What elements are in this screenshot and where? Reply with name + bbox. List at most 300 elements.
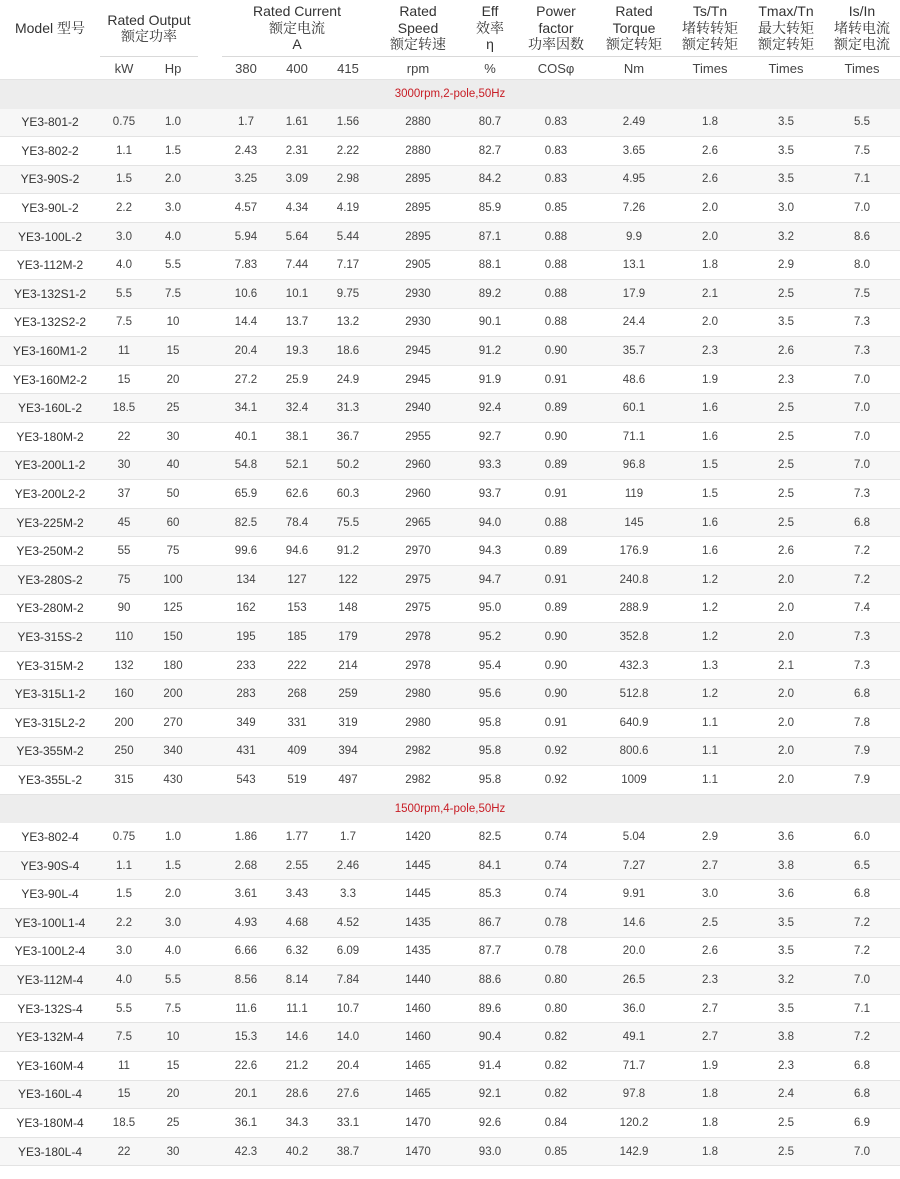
spacer-cell [198,623,222,652]
cell-ts-tn: 1.2 [672,623,748,652]
cell-output-hp: 7.5 [148,280,198,309]
table-row [0,966,900,995]
cell-power-factor: 0.88 [516,308,596,337]
cell-output-hp: 430 [148,766,198,795]
cell-ts-tn: 1.9 [672,365,748,394]
spacer-cell [198,222,222,251]
cell-current-380: 8.56 [222,966,270,995]
cell-model: YE3-355L-2 [0,766,100,795]
spacer-cell [198,280,222,309]
cell-current-415: 4.52 [324,909,372,938]
cell-is-in: 7.9 [824,737,900,766]
spacer-cell [198,394,222,423]
cell-output-kw: 18.5 [100,394,148,423]
cell-is-in: 6.5 [824,851,900,880]
cell-efficiency: 82.5 [464,823,516,851]
header-ts-tn: Ts/Tn 堵转转矩 额定转矩 [682,3,738,53]
cell-output-hp: 30 [148,1137,198,1166]
cell-current-400: 34.3 [270,1109,324,1138]
cell-current-400: 38.1 [270,423,324,452]
cell-output-hp: 180 [148,651,198,680]
cell-tmax-tn: 3.8 [748,1023,824,1052]
cell-is-in: 7.2 [824,909,900,938]
cell-current-380: 349 [222,708,270,737]
table-row [0,394,900,423]
cell-current-400: 153 [270,594,324,623]
cell-model: YE3-180M-2 [0,423,100,452]
cell-output-hp: 1.0 [148,823,198,851]
cell-output-hp: 60 [148,508,198,537]
spacer-cell [198,566,222,595]
cell-speed-rpm: 1420 [372,823,464,851]
cell-tmax-tn: 2.0 [748,623,824,652]
cell-output-hp: 1.5 [148,851,198,880]
cell-current-415: 33.1 [324,1109,372,1138]
cell-ts-tn: 1.2 [672,594,748,623]
cell-speed-rpm: 2982 [372,766,464,795]
cell-current-380: 4.93 [222,909,270,938]
cell-speed-rpm: 2980 [372,708,464,737]
cell-is-in: 7.0 [824,365,900,394]
cell-torque-nm: 20.0 [596,937,672,966]
unit-cell: Hp [148,57,198,80]
cell-current-400: 409 [270,737,324,766]
cell-is-in: 7.3 [824,480,900,509]
cell-is-in: 5.5 [824,109,900,137]
cell-tmax-tn: 3.8 [748,851,824,880]
cell-current-400: 268 [270,680,324,709]
cell-tmax-tn: 2.3 [748,1052,824,1081]
cell-current-415: 6.09 [324,937,372,966]
cell-ts-tn: 2.0 [672,222,748,251]
cell-output-hp: 50 [148,480,198,509]
cell-current-400: 1.61 [270,109,324,137]
cell-speed-rpm: 1465 [372,1080,464,1109]
cell-current-415: 91.2 [324,537,372,566]
cell-current-380: 20.4 [222,337,270,366]
cell-is-in: 7.2 [824,937,900,966]
spacer-cell [198,766,222,795]
cell-torque-nm: 800.6 [596,737,672,766]
cell-current-400: 25.9 [270,365,324,394]
unit-cell: 380 [222,57,270,80]
cell-model: YE3-180L-4 [0,1137,100,1166]
cell-speed-rpm: 1440 [372,966,464,995]
cell-speed-rpm: 1435 [372,909,464,938]
cell-output-hp: 30 [148,423,198,452]
cell-torque-nm: 176.9 [596,537,672,566]
cell-ts-tn: 2.0 [672,308,748,337]
cell-current-415: 27.6 [324,1080,372,1109]
cell-current-380: 1.7 [222,109,270,137]
spacer-cell [198,165,222,194]
cell-model: YE3-315L1-2 [0,680,100,709]
table-row [0,109,900,137]
cell-ts-tn: 2.7 [672,1023,748,1052]
spacer-cell [198,1137,222,1166]
cell-is-in: 6.8 [824,680,900,709]
cell-model: YE3-200L2-2 [0,480,100,509]
cell-current-415: 1.7 [324,823,372,851]
spacer-cell [198,537,222,566]
cell-is-in: 7.2 [824,1023,900,1052]
cell-ts-tn: 2.6 [672,137,748,166]
cell-current-400: 7.44 [270,251,324,280]
cell-is-in: 7.2 [824,566,900,595]
cell-current-380: 10.6 [222,280,270,309]
header-rated-output: Rated Output 额定功率 [107,11,191,44]
cell-current-415: 394 [324,737,372,766]
cell-tmax-tn: 2.1 [748,651,824,680]
cell-current-380: 14.4 [222,308,270,337]
cell-model: YE3-90L-2 [0,194,100,223]
cell-tmax-tn: 2.4 [748,1080,824,1109]
cell-speed-rpm: 2978 [372,651,464,680]
spacer-cell [198,680,222,709]
cell-output-kw: 0.75 [100,823,148,851]
cell-current-400: 5.64 [270,222,324,251]
cell-torque-nm: 96.8 [596,451,672,480]
cell-tmax-tn: 2.0 [748,766,824,795]
spacer-cell [198,451,222,480]
cell-is-in: 7.1 [824,165,900,194]
cell-current-380: 7.83 [222,251,270,280]
cell-output-kw: 2.2 [100,194,148,223]
cell-model: YE3-132M-4 [0,1023,100,1052]
cell-output-hp: 3.0 [148,909,198,938]
spacer-cell [198,308,222,337]
cell-current-415: 9.75 [324,280,372,309]
cell-is-in: 7.3 [824,651,900,680]
cell-ts-tn: 2.6 [672,937,748,966]
cell-is-in: 6.8 [824,508,900,537]
cell-power-factor: 0.84 [516,1109,596,1138]
cell-output-kw: 22 [100,1137,148,1166]
table-row [0,222,900,251]
cell-torque-nm: 71.1 [596,423,672,452]
cell-power-factor: 0.85 [516,1137,596,1166]
cell-output-kw: 15 [100,1080,148,1109]
cell-model: YE3-100L1-4 [0,909,100,938]
cell-torque-nm: 17.9 [596,280,672,309]
cell-output-hp: 10 [148,308,198,337]
cell-current-415: 2.22 [324,137,372,166]
cell-model: YE3-132S1-2 [0,280,100,309]
cell-output-hp: 10 [148,1023,198,1052]
cell-current-380: 15.3 [222,1023,270,1052]
cell-speed-rpm: 1460 [372,1023,464,1052]
cell-ts-tn: 1.1 [672,766,748,795]
cell-current-380: 99.6 [222,537,270,566]
cell-is-in: 7.3 [824,308,900,337]
cell-power-factor: 0.83 [516,109,596,137]
cell-model: YE3-250M-2 [0,537,100,566]
cell-output-hp: 200 [148,680,198,709]
cell-power-factor: 0.89 [516,537,596,566]
header-spacer [198,0,222,57]
cell-output-hp: 125 [148,594,198,623]
cell-torque-nm: 36.0 [596,994,672,1023]
cell-current-380: 431 [222,737,270,766]
cell-current-380: 283 [222,680,270,709]
cell-current-380: 543 [222,766,270,795]
cell-model: YE3-280M-2 [0,594,100,623]
cell-efficiency: 89.2 [464,280,516,309]
table-row [0,708,900,737]
cell-is-in: 7.0 [824,423,900,452]
cell-ts-tn: 1.8 [672,251,748,280]
spacer-cell [198,109,222,137]
section-title: 3000rpm,2-pole,50Hz [0,80,900,109]
cell-model: YE3-315M-2 [0,651,100,680]
cell-tmax-tn: 3.6 [748,880,824,909]
cell-model: YE3-132S2-2 [0,308,100,337]
header-rated-current: Rated Current 额定电流 A [253,3,341,53]
spacer-cell [198,880,222,909]
cell-efficiency: 95.8 [464,766,516,795]
spacer-cell [198,651,222,680]
cell-power-factor: 0.90 [516,680,596,709]
header-model: Model 型号 [14,20,86,36]
cell-current-380: 3.61 [222,880,270,909]
cell-torque-nm: 2.49 [596,109,672,137]
cell-current-400: 3.09 [270,165,324,194]
cell-output-hp: 3.0 [148,194,198,223]
cell-current-415: 319 [324,708,372,737]
cell-tmax-tn: 2.6 [748,337,824,366]
cell-efficiency: 92.7 [464,423,516,452]
cell-tmax-tn: 2.5 [748,280,824,309]
cell-is-in: 7.3 [824,337,900,366]
cell-output-kw: 1.5 [100,880,148,909]
cell-current-415: 2.98 [324,165,372,194]
cell-output-hp: 20 [148,1080,198,1109]
cell-efficiency: 84.1 [464,851,516,880]
cell-power-factor: 0.74 [516,851,596,880]
cell-is-in: 7.2 [824,537,900,566]
cell-model: YE3-100L-2 [0,222,100,251]
cell-power-factor: 0.92 [516,737,596,766]
cell-speed-rpm: 2982 [372,737,464,766]
cell-current-400: 2.31 [270,137,324,166]
cell-efficiency: 90.1 [464,308,516,337]
cell-model: YE3-100L2-4 [0,937,100,966]
cell-efficiency: 82.7 [464,137,516,166]
cell-tmax-tn: 2.5 [748,1109,824,1138]
cell-current-400: 11.1 [270,994,324,1023]
cell-ts-tn: 2.1 [672,280,748,309]
cell-power-factor: 0.82 [516,1080,596,1109]
unit-cell: 400 [270,57,324,80]
spacer-cell [198,851,222,880]
spacer-cell [198,365,222,394]
cell-current-400: 40.2 [270,1137,324,1166]
cell-is-in: 7.1 [824,994,900,1023]
cell-power-factor: 0.88 [516,508,596,537]
cell-tmax-tn: 3.5 [748,308,824,337]
cell-is-in: 7.0 [824,966,900,995]
section-title: 1500rpm,4-pole,50Hz [0,794,900,823]
cell-efficiency: 95.2 [464,623,516,652]
table-row [0,137,900,166]
cell-current-415: 1.56 [324,109,372,137]
cell-current-415: 50.2 [324,451,372,480]
cell-tmax-tn: 2.6 [748,537,824,566]
cell-current-415: 259 [324,680,372,709]
cell-efficiency: 91.4 [464,1052,516,1081]
cell-power-factor: 0.78 [516,937,596,966]
cell-tmax-tn: 2.5 [748,451,824,480]
cell-ts-tn: 1.2 [672,680,748,709]
cell-ts-tn: 2.7 [672,851,748,880]
cell-torque-nm: 24.4 [596,308,672,337]
spacer-cell [198,480,222,509]
cell-output-kw: 7.5 [100,1023,148,1052]
unit-cell: COSφ [516,57,596,80]
cell-current-380: 162 [222,594,270,623]
cell-torque-nm: 9.91 [596,880,672,909]
spacer-cell [198,909,222,938]
cell-output-kw: 90 [100,594,148,623]
cell-output-kw: 55 [100,537,148,566]
table-row [0,337,900,366]
spacer-cell [198,194,222,223]
cell-tmax-tn: 3.5 [748,165,824,194]
cell-current-380: 2.68 [222,851,270,880]
cell-current-380: 54.8 [222,451,270,480]
spacer-cell [198,737,222,766]
cell-tmax-tn: 2.9 [748,251,824,280]
cell-torque-nm: 240.8 [596,566,672,595]
cell-current-400: 185 [270,623,324,652]
cell-speed-rpm: 2940 [372,394,464,423]
cell-current-380: 4.57 [222,194,270,223]
cell-torque-nm: 512.8 [596,680,672,709]
spacer-cell [198,508,222,537]
cell-output-hp: 2.0 [148,165,198,194]
cell-power-factor: 0.90 [516,337,596,366]
cell-efficiency: 92.6 [464,1109,516,1138]
cell-current-400: 4.34 [270,194,324,223]
cell-current-415: 60.3 [324,480,372,509]
cell-current-415: 10.7 [324,994,372,1023]
cell-power-factor: 0.88 [516,280,596,309]
cell-model: YE3-160M1-2 [0,337,100,366]
cell-ts-tn: 2.3 [672,337,748,366]
cell-efficiency: 91.9 [464,365,516,394]
cell-current-380: 65.9 [222,480,270,509]
table-row [0,280,900,309]
cell-output-hp: 20 [148,365,198,394]
cell-speed-rpm: 1445 [372,880,464,909]
cell-output-hp: 75 [148,537,198,566]
cell-current-380: 40.1 [222,423,270,452]
cell-tmax-tn: 3.5 [748,994,824,1023]
cell-efficiency: 93.0 [464,1137,516,1166]
cell-model: YE3-180M-4 [0,1109,100,1138]
unit-cell: 415 [324,57,372,80]
unit-cell: Nm [596,57,672,80]
cell-current-400: 14.6 [270,1023,324,1052]
cell-is-in: 7.0 [824,1137,900,1166]
unit-cell: rpm [372,57,464,80]
cell-is-in: 7.4 [824,594,900,623]
cell-torque-nm: 60.1 [596,394,672,423]
cell-efficiency: 94.3 [464,537,516,566]
cell-current-400: 222 [270,651,324,680]
cell-current-380: 36.1 [222,1109,270,1138]
cell-model: YE3-160L-2 [0,394,100,423]
cell-output-kw: 45 [100,508,148,537]
cell-current-415: 31.3 [324,394,372,423]
cell-efficiency: 95.4 [464,651,516,680]
cell-speed-rpm: 2895 [372,165,464,194]
cell-power-factor: 0.89 [516,451,596,480]
cell-current-415: 18.6 [324,337,372,366]
spacer-cell [198,251,222,280]
cell-output-hp: 100 [148,566,198,595]
cell-output-kw: 11 [100,1052,148,1081]
cell-current-380: 6.66 [222,937,270,966]
cell-efficiency: 95.8 [464,737,516,766]
cell-current-415: 20.4 [324,1052,372,1081]
cell-is-in: 7.0 [824,394,900,423]
cell-torque-nm: 97.8 [596,1080,672,1109]
cell-efficiency: 95.8 [464,708,516,737]
cell-tmax-tn: 2.5 [748,394,824,423]
cell-current-400: 19.3 [270,337,324,366]
cell-is-in: 6.0 [824,823,900,851]
header-torque: Rated Torque 额定转矩 [606,3,662,53]
cell-ts-tn: 1.1 [672,737,748,766]
table-row [0,194,900,223]
cell-efficiency: 93.3 [464,451,516,480]
table-row [0,1052,900,1081]
cell-current-400: 10.1 [270,280,324,309]
cell-speed-rpm: 1465 [372,1052,464,1081]
cell-tmax-tn: 2.0 [748,708,824,737]
cell-tmax-tn: 2.5 [748,1137,824,1166]
cell-power-factor: 0.74 [516,823,596,851]
cell-ts-tn: 1.3 [672,651,748,680]
cell-efficiency: 85.3 [464,880,516,909]
cell-ts-tn: 1.8 [672,1109,748,1138]
cell-current-380: 34.1 [222,394,270,423]
cell-efficiency: 87.1 [464,222,516,251]
cell-current-415: 5.44 [324,222,372,251]
table-row [0,937,900,966]
cell-speed-rpm: 2880 [372,109,464,137]
cell-speed-rpm: 2960 [372,451,464,480]
cell-current-380: 2.43 [222,137,270,166]
cell-current-415: 13.2 [324,308,372,337]
cell-power-factor: 0.90 [516,623,596,652]
cell-efficiency: 90.4 [464,1023,516,1052]
table-row [0,1023,900,1052]
cell-speed-rpm: 1445 [372,851,464,880]
cell-is-in: 6.8 [824,880,900,909]
cell-torque-nm: 13.1 [596,251,672,280]
spacer-cell [198,594,222,623]
cell-current-400: 1.77 [270,823,324,851]
cell-ts-tn: 1.9 [672,1052,748,1081]
cell-ts-tn: 2.0 [672,194,748,223]
cell-current-415: 24.9 [324,365,372,394]
cell-output-kw: 1.1 [100,851,148,880]
cell-current-400: 28.6 [270,1080,324,1109]
cell-output-hp: 7.5 [148,994,198,1023]
cell-tmax-tn: 3.6 [748,823,824,851]
